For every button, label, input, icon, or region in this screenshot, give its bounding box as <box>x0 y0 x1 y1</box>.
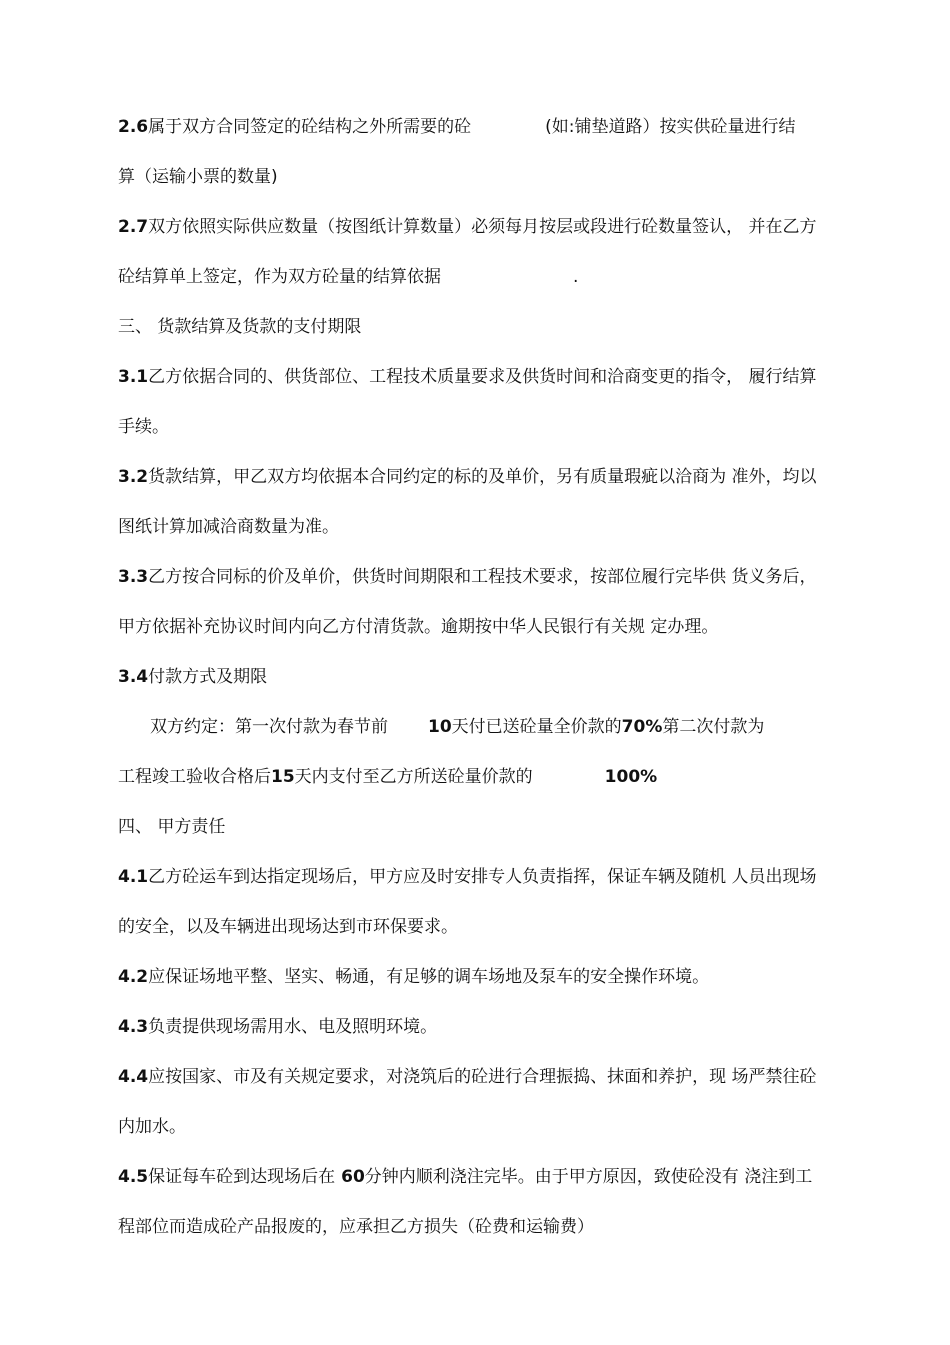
clause-text: 图纸计算加减洽商数量为准。 <box>118 517 339 537</box>
clause-number: 4.3 <box>118 1017 149 1037</box>
payment-text: 天付已送砼量全价款的 <box>451 717 622 737</box>
clause-number: 2.7 <box>118 217 149 237</box>
clause-text-continued: (如:铺垫道路）按实供砼量进行结 <box>545 117 796 137</box>
clause-3-2-line-2 <box>118 515 863 539</box>
clause-text: 双方依照实际供应数量（按图纸计算数量）必须每月按层或段进行砼数量签认， 并在乙方 <box>148 217 817 237</box>
clause-number: 3.1 <box>118 367 149 387</box>
clause-4-4-line-2 <box>118 1115 863 1139</box>
clause-text: 应按国家、市及有关规定要求，对浇筑后的砼进行合理振捣、抹面和养护，现 场严禁往砼 <box>148 1067 817 1087</box>
clause-4-1-line-1 <box>118 865 863 889</box>
clause-4-2 <box>118 965 863 989</box>
clause-text: 负责提供现场需用水、电及照明环境。 <box>148 1017 438 1037</box>
clause-4-4-line-1 <box>118 1065 863 1089</box>
clause-number: 3.4 <box>118 667 149 687</box>
section-4-heading <box>118 815 863 839</box>
clause-text: 分钟内顺利浇注完毕。由于甲方原因，致使砼没有 浇注到工 <box>364 1167 813 1187</box>
minutes-number: 60 <box>341 1167 365 1187</box>
clause-text: 应保证场地平整、坚实、畅通，有足够的调车场地及泵车的安全操作环境。 <box>148 967 710 987</box>
clause-4-1-line-2 <box>118 915 863 939</box>
clause-number: 4.5 <box>118 1167 149 1187</box>
clause-text: 手续。 <box>118 417 169 437</box>
clause-text: 甲方依据补充协议时间内向乙方付清货款。逾期按中华人民银行有关规 定办理。 <box>118 617 719 637</box>
clause-text: 付款方式及期限 <box>148 667 268 687</box>
clause-text: 乙方砼运车到达指定现场后，甲方应及时安排专人负责指挥，保证车辆及随机 人员出现场 <box>148 867 817 887</box>
clause-4-5-line-1 <box>118 1165 863 1189</box>
clause-2-7-line-1 <box>118 215 863 239</box>
clause-4-5-line-2 <box>118 1215 863 1239</box>
clause-text: 保证每车砼到达现场后在 <box>148 1167 336 1187</box>
section-3-heading <box>118 315 863 339</box>
clause-text: 乙方依据合同的、供货部位、工程技术质量要求及供货时间和洽商变更的指令， 履行结算 <box>148 367 817 387</box>
payment-days: 10 <box>428 717 452 737</box>
clause-4-3 <box>118 1015 863 1039</box>
clause-3-3-line-1 <box>118 565 863 589</box>
clause-number: 2.6 <box>118 117 149 137</box>
payment-percent: 100% <box>604 767 658 787</box>
clause-3-4-heading <box>118 665 863 689</box>
payment-text: 天内支付至乙方所送砼量价款的 <box>294 767 533 787</box>
clause-number: 4.1 <box>118 867 149 887</box>
clause-text: 内加水。 <box>118 1117 186 1137</box>
clause-3-1-line-2 <box>118 415 863 439</box>
payment-terms-line-1 <box>150 715 895 739</box>
clause-text: 的安全，以及车辆进出现场达到市环保要求。 <box>118 917 458 937</box>
clause-text: 砼结算单上签定，作为双方砼量的结算依据 <box>118 267 441 287</box>
clause-3-2-line-1 <box>118 465 863 489</box>
payment-text: 第二次付款为 <box>662 717 765 737</box>
clause-text: 属于双方合同签定的砼结构之外所需要的砼 <box>148 117 472 137</box>
clause-number: 3.2 <box>118 467 149 487</box>
clause-text: 乙方按合同标的价及单价，供货时间期限和工程技术要求，按部位履行完毕供 货义务后， <box>148 567 817 587</box>
payment-terms-line-2 <box>118 765 863 789</box>
clause-2-7-line-2 <box>118 265 863 289</box>
clause-number: 4.4 <box>118 1067 149 1087</box>
trailing-period: . <box>573 267 579 287</box>
payment-percent: 70% <box>621 717 663 737</box>
payment-days: 15 <box>271 767 295 787</box>
payment-text: 工程竣工验收合格后 <box>118 767 271 787</box>
clause-2-6-line-1 <box>118 115 863 139</box>
clause-text: 算（运输小票的数量) <box>118 167 278 187</box>
clause-3-1-line-1 <box>118 365 863 389</box>
clause-text: 程部位而造成砼产品报废的，应承担乙方损失（砼费和运输费） <box>118 1217 594 1237</box>
clause-number: 3.3 <box>118 567 149 587</box>
section-heading: 四、 甲方责任 <box>118 817 226 837</box>
clause-3-3-line-2 <box>118 615 863 639</box>
payment-text: 双方约定：第一次付款为春节前 <box>150 717 388 737</box>
clause-text: 货款结算，甲乙双方均依据本合同约定的标的及单价，另有质量瑕疵以洽商为 准外，均以 <box>148 467 817 487</box>
clause-number: 4.2 <box>118 967 149 987</box>
clause-2-6-line-2 <box>118 165 863 189</box>
section-heading: 三、 货款结算及货款的支付期限 <box>118 317 362 337</box>
